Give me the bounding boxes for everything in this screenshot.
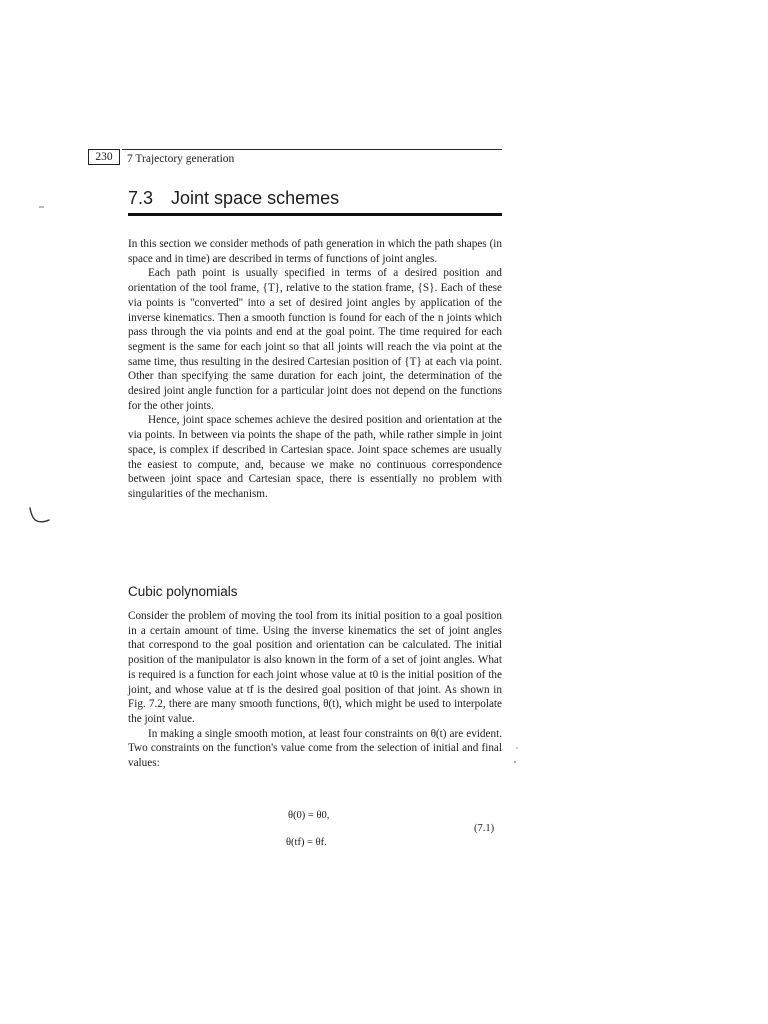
section-intro-text (128, 237, 502, 502)
chapter-label: 7 Trajectory generation (127, 153, 235, 165)
equation-line-1: θ(0) = θ0, (288, 810, 330, 821)
equation-number: (7.1) (474, 823, 495, 834)
margin-pencil-mark (26, 505, 52, 527)
paragraph: Consider the problem of moving the tool from its initial position to a goal position in a certain amount of time. Using the inverse kinematics the set of joint angles that correspond to the goal position and orientation can be calculated. The initial position of the manipulator is also known in the form of a set of joint angles. What is required is a function for each joint whose value at t0 is the initial position of the joint, and whose value at tf is the desired goal position of that joint. As shown in Fig. 7.2, there are many smooth functions, θ(t), which might be used to interpolate the joint value. (128, 610, 502, 725)
cubic-polynomials-text (128, 609, 502, 771)
margin-tick-mark (38, 205, 46, 209)
margin-dot-mark (515, 746, 519, 750)
section-number: 7.3 (128, 188, 154, 208)
margin-dot-mark (513, 760, 517, 764)
equation-line-2: θ(tf) = θf. (286, 837, 327, 848)
section-heading (128, 187, 502, 216)
running-head (88, 148, 502, 168)
subsection-heading: Cubic polynomials (128, 584, 238, 599)
section-title: Joint space schemes (171, 188, 340, 208)
paragraph: Hence, joint space schemes achieve the desired position and orientation at the via points. In between via points the shape of the path, while rather simple in joint space, is complex if described in Cartesian space. Joint space schemes are usually the easiest to compute, and, because we make no continuous correspondence between joint space and Cartesian space, there is essentially no problem with singularities of the mechanism. (128, 414, 502, 500)
paragraph: In making a single smooth motion, at least four constraints on θ(t) are evident. Two constraints on the function's value come from the selection of initial and final values: (128, 727, 502, 770)
paragraph: In this section we consider methods of path generation in which the path shapes (in space and in time) are described in terms of functions of joint angles. (128, 238, 502, 265)
paragraph: Each path point is usually specified in terms of a desired position and orientation of the tool frame, {T}, relative to the station frame, {S}. Each of these via points is "converted" into a set of desired joint angles by application of the inverse kinematics. Then a smooth function is found for each of the n joints which pass through the via points and end at the goal point. The time required for each segment is the same for each joint so that all joints will reach the via point at the same time, thus resulting in the desired Cartesian position of {T} at each via point. Other than specifying the same duration for each joint, the determination of the desired joint angle function for a particular joint does not depend on the functions for the other joints. (128, 267, 502, 412)
running-head-rule (122, 149, 502, 150)
page-number: 230 (88, 149, 120, 165)
